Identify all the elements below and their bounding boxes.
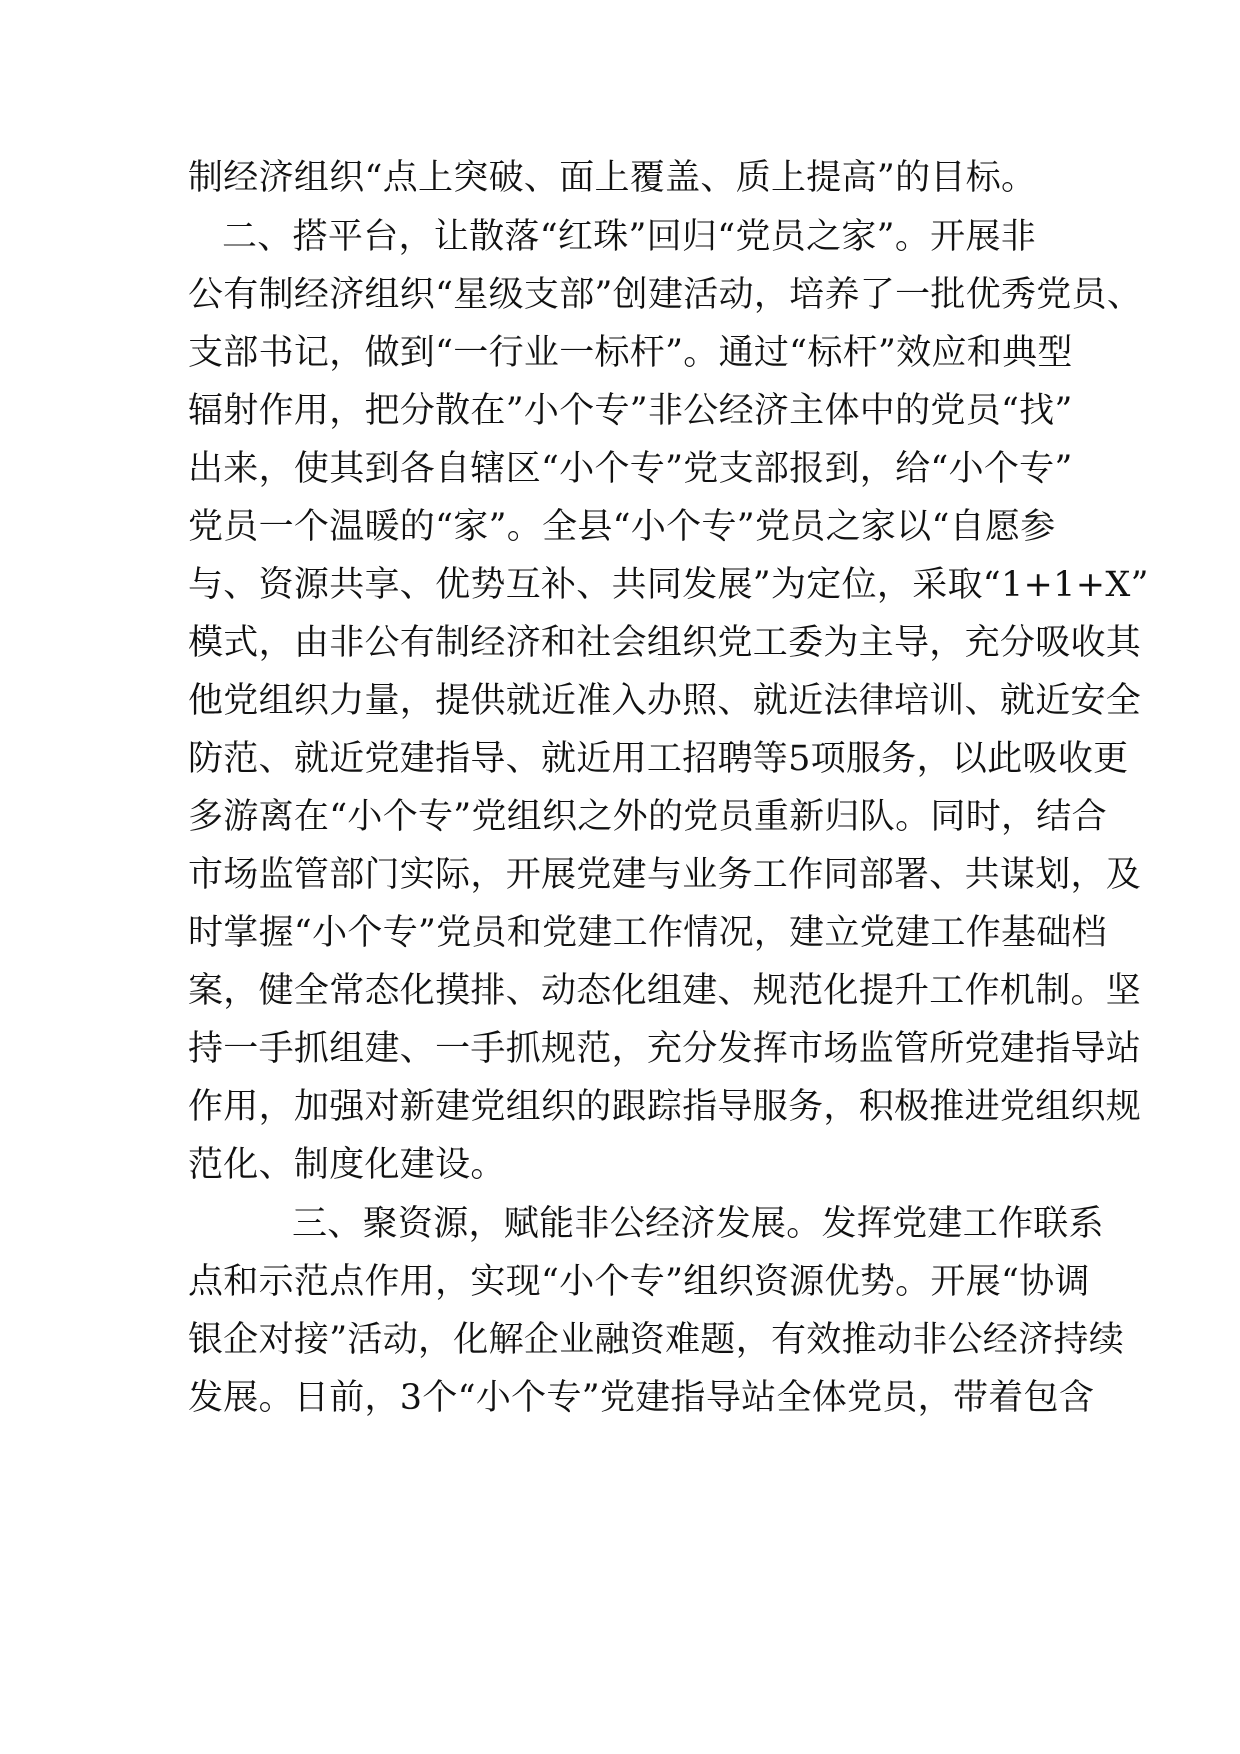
text-line-6: 出来，使其到各自辖区“小个专”党支部报到，给“小个专” — [188, 449, 1073, 489]
text-line-12: 多游离在“小个专”党组织之外的党员重新归队。同时，结合 — [188, 797, 1107, 837]
text-line-16: 持一手抓组建、一手抓规范，充分发挥市场监管所党建指导站 — [188, 1029, 1142, 1069]
text-line-1: 制经济组织“点上突破、面上覆盖、质上提高”的目标。 — [188, 158, 1037, 198]
text-line-13: 市场监管部门实际，开展党建与业务工作同部署、共谋划，及 — [188, 855, 1142, 895]
text-line-7: 党员一个温暖的“家”。全县“小个专”党员之家以“自愿参 — [188, 507, 1056, 547]
text-line-21: 银企对接”活动，化解企业融资难题，有效推动非公经济持续 — [188, 1320, 1124, 1360]
text-line-10: 他党组织力量，提供就近准入办照、就近法律培训、就近安全 — [188, 681, 1142, 721]
text-line-17: 作用，加强对新建党组织的跟踪指导服务，积极推进党组织规 — [188, 1087, 1142, 1127]
text-line-22: 发展。日前，3个“小个专”党建指导站全体党员，带着包含 — [188, 1378, 1095, 1418]
text-line-18: 范化、制度化建设。 — [188, 1145, 506, 1185]
text-line-14: 时掌握“小个专”党员和党建工作情况，建立党建工作基础档 — [188, 913, 1107, 953]
text-line-20: 点和示范点作用，实现“小个专”组织资源优势。开展“协调 — [188, 1262, 1090, 1302]
text-line-8: 与、资源共享、优势互补、共同发展”为定位，采取“1+1+X” — [188, 565, 1149, 605]
text-line-11: 防范、就近党建指导、就近用工招聘等5项服务，以此吸收更 — [188, 739, 1129, 779]
text-line-4: 支部书记，做到“一行业一标杆”。通过“标杆”效应和典型 — [188, 333, 1073, 373]
text-line-15: 案，健全常态化摸排、动态化组建、规范化提升工作机制。坚 — [188, 971, 1142, 1011]
text-line-3: 公有制经济组织“星级支部”创建活动，培养了一批优秀党员、 — [188, 275, 1143, 315]
text-line-19-paragraph-start: 三、聚资源，赋能非公经济发展。发挥党建工作联系 — [292, 1204, 1104, 1244]
text-line-9: 模式，由非公有制经济和社会组织党工委为主导，充分吸收其 — [188, 623, 1142, 663]
text-line-2-paragraph-start: 二、搭平台，让散落“红珠”回归“党员之家”。开展非 — [222, 217, 1037, 257]
text-line-5: 辐射作用，把分散在”小个专”非公经济主体中的党员“找” — [188, 391, 1073, 431]
